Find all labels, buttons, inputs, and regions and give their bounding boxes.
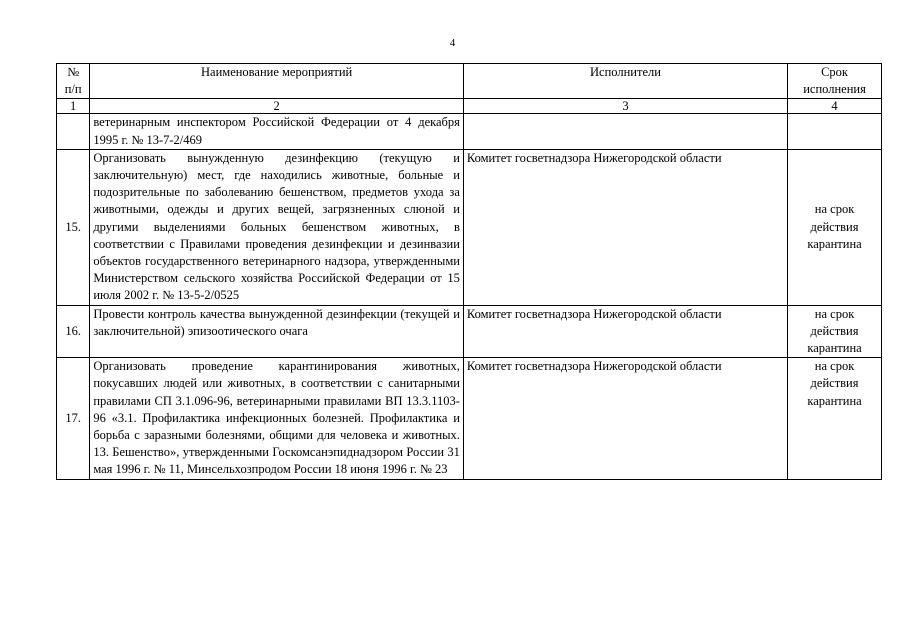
row-measure-text: Организовать вынужденную дезинфекцию (текущую и заключительную) мест, где находились животные, больные и подозрительные по заболеванию бешенством, предметов ухода за животными, одежды и других вещей, загрязненных слюной и другими выделениями больных бешенством животных, в соответствии с Правилами проведения дезинфекции и дезинвазии объектов государственного ветеринарного надзора, утвержденными Министерством сельского хозяйства Российской Федерации от 15 июля 2002 г. № 13-5-2/0525 [90, 149, 464, 305]
row-executors: Комитет госветнадзора Нижегородской области [463, 149, 787, 305]
header-executors: Исполнители [463, 64, 787, 99]
column-number-3: 3 [463, 99, 787, 114]
table-row [57, 149, 882, 305]
row-term-line-2: действия [810, 323, 859, 338]
row-term-line-1: на срок [814, 202, 855, 217]
row-measure-text: Организовать проведение карантинирования животных, покусавших людей или животных, в соответствии с санитарными правилами СП 3.1.096-96, ветеринарными правилами ВП 13.3.1103-96 «3.1. Профилактика инфекционных болезней. Профилактика и борьба с заразными болезнями, общими для человека и животных. 13. Бешенство», утвержденными Госкомсанэпиднадзором России 31 мая 1996 г. № 11, Минсельхозпродом России 18 июня 1996 г. № 23 [90, 358, 464, 479]
header-number-line-2: п/п [64, 82, 82, 97]
header-number [57, 64, 90, 99]
measures-table [56, 63, 882, 480]
row-term [788, 114, 882, 149]
row-term-line-3: карантина [807, 236, 862, 251]
row-number: 16. [57, 305, 90, 358]
header-term [788, 64, 882, 99]
row-measure-text: ветеринарным инспектором Российской Федерации от 4 декабря 1995 г. № 13-7-2/469 [90, 114, 464, 149]
table-row [57, 114, 882, 149]
row-number [57, 114, 90, 149]
row-executors: Комитет госветнадзора Нижегородской области [463, 358, 787, 479]
column-number-2: 2 [90, 99, 464, 114]
row-number: 15. [57, 149, 90, 305]
page-number: 4 [449, 37, 456, 49]
column-number-1: 1 [57, 99, 90, 114]
row-term-line-3: карантина [807, 341, 862, 356]
column-numbers-row [57, 99, 882, 114]
row-measure-text: Провести контроль качества вынужденной дезинфекции (текущей и заключительной) эпизоотического очага [90, 305, 464, 358]
row-term [788, 305, 882, 358]
row-executors: Комитет госветнадзора Нижегородской области [463, 305, 787, 358]
table-header-row [57, 64, 882, 99]
header-number-line-1: № [67, 65, 80, 79]
row-term-line-2: действия [810, 219, 859, 234]
row-executors [463, 114, 787, 149]
row-term-line-2: действия [810, 376, 859, 391]
row-term-line-1: на срок [814, 306, 855, 321]
header-measures-name: Наименование мероприятий [90, 64, 464, 99]
header-term-line-2: исполнения [803, 82, 866, 97]
row-term-line-3: карантина [807, 393, 862, 408]
row-number: 17. [57, 358, 90, 479]
row-term [788, 358, 882, 479]
row-term [788, 149, 882, 305]
row-term-line-1: на срок [814, 359, 855, 374]
table-row [57, 358, 882, 479]
column-number-4: 4 [788, 99, 882, 114]
header-term-line-1: Срок [821, 65, 848, 79]
table-row [57, 305, 882, 358]
